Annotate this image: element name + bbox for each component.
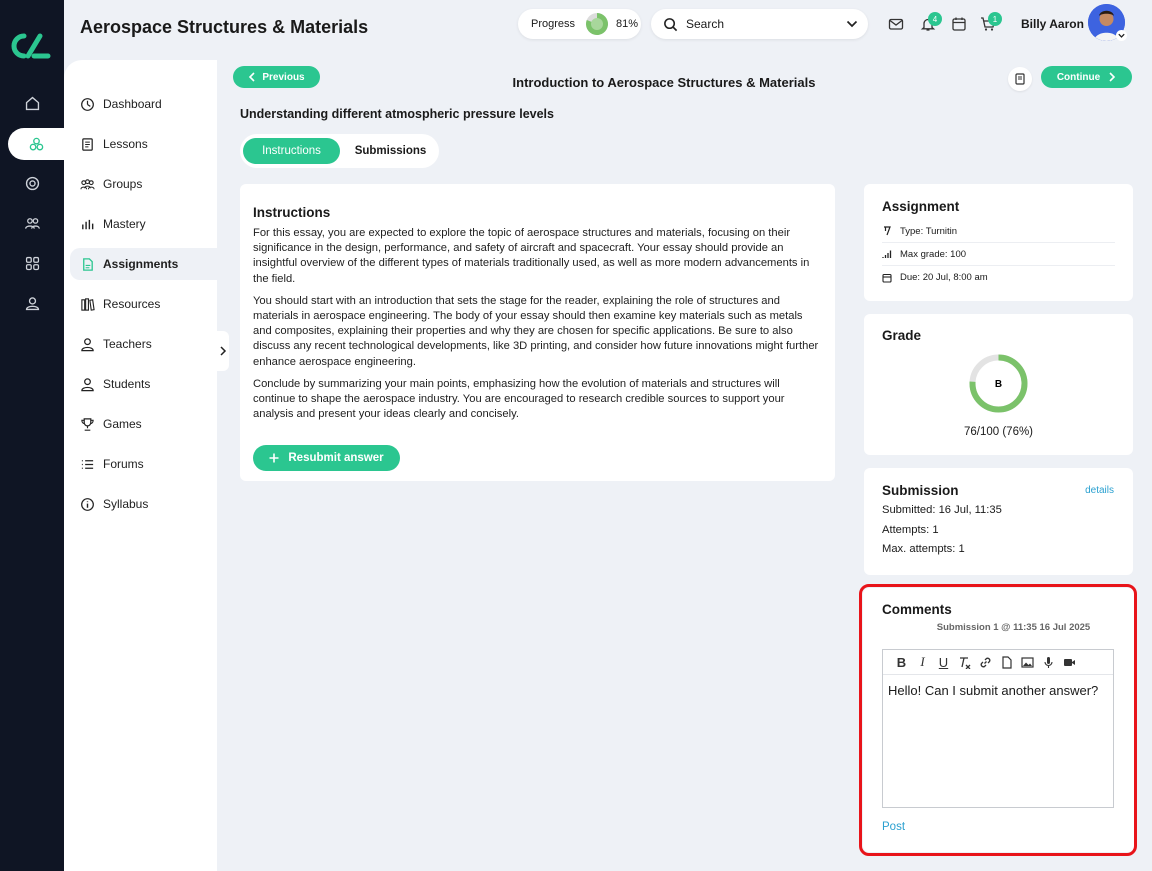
assignment-type-text: Type: Turnitin bbox=[900, 225, 958, 237]
comments-heading: Comments bbox=[882, 602, 952, 617]
sidebar-item-label: Assignments bbox=[103, 257, 179, 271]
assignment-card bbox=[864, 184, 1133, 301]
sidebar-item-assignments[interactable] bbox=[70, 248, 217, 280]
progress-label: Progress bbox=[531, 18, 576, 30]
target-icon bbox=[24, 175, 41, 192]
link-button[interactable] bbox=[975, 655, 996, 669]
progress-ring bbox=[585, 12, 609, 36]
grade-heading: Grade bbox=[882, 328, 922, 343]
previous-button[interactable] bbox=[233, 66, 320, 88]
rail-grid[interactable] bbox=[14, 248, 50, 278]
rail-courses[interactable] bbox=[8, 128, 64, 160]
plus-icon bbox=[269, 453, 279, 463]
book-icon bbox=[80, 137, 95, 152]
home-icon bbox=[24, 95, 41, 112]
video-button[interactable] bbox=[1059, 655, 1080, 669]
rail-user[interactable] bbox=[14, 288, 50, 318]
sidebar-item-label: Dashboard bbox=[103, 97, 162, 111]
submission-details-link[interactable]: details bbox=[1085, 485, 1114, 496]
notebook-icon bbox=[1014, 73, 1026, 85]
instructions-paragraph: For this essay, you are expected to explore the topic of aerospace structures and materials, focusing on their significance in the design, performance, and safety of aircraft and spacecraft. Your essay should provide an insightful overview of the different types of materials traditionally used, as well as more modern advancements in the field. bbox=[253, 227, 810, 285]
instructions-paragraph: You should start with an introduction that sets the stage for the reader, explaining the role of structures and materials in aerospace engineering. The body of your essay should then examine key materials such as metals and composites, explaining their properties and why they are chosen for specific applications. Be sure to also discuss any recent technological developments, like 3D printing, and consider how future innovations might further enhance aerospace engineering. bbox=[253, 294, 819, 368]
resubmit-answer-button[interactable] bbox=[253, 445, 400, 471]
search-box[interactable] bbox=[651, 9, 868, 39]
submission-card bbox=[864, 468, 1133, 575]
sidebar-item-label: Lessons bbox=[103, 137, 148, 151]
sidebar-item-label: Games bbox=[103, 417, 142, 431]
clear-format-icon bbox=[958, 656, 971, 669]
video-icon bbox=[1063, 656, 1076, 669]
continue-button[interactable] bbox=[1041, 66, 1132, 88]
student-icon bbox=[80, 377, 95, 392]
grade-letter: B bbox=[994, 379, 1003, 390]
sidebar-item-label: Syllabus bbox=[103, 497, 149, 511]
microphone-button[interactable] bbox=[1038, 655, 1059, 669]
sidebar-item-teachers[interactable] bbox=[70, 328, 217, 360]
turnitin-icon bbox=[882, 226, 892, 236]
previous-label: Previous bbox=[262, 71, 305, 83]
rail-home[interactable] bbox=[14, 88, 50, 118]
assignment-heading: Assignment bbox=[882, 199, 960, 214]
sidebar-item-mastery[interactable] bbox=[70, 208, 217, 240]
file-icon bbox=[80, 257, 95, 272]
assignment-type bbox=[882, 220, 1115, 243]
mail-icon[interactable] bbox=[888, 16, 904, 32]
submission-heading: Submission bbox=[882, 483, 959, 498]
file-button[interactable] bbox=[996, 655, 1017, 669]
tab-submissions[interactable]: Submissions bbox=[354, 145, 427, 157]
sidebar-item-students[interactable] bbox=[70, 368, 217, 400]
submission-attempts: Attempts: 1 bbox=[882, 523, 939, 536]
teacher-icon bbox=[80, 337, 95, 352]
notebook-button[interactable] bbox=[1008, 67, 1032, 91]
groups-icon bbox=[80, 177, 95, 192]
grade-score: 76/100 (76%) bbox=[963, 426, 1034, 438]
comments-card bbox=[863, 588, 1134, 852]
editor-toolbar bbox=[883, 650, 1113, 675]
page-title: Introduction to Aerospace Structures & Materials bbox=[512, 75, 816, 90]
sidebar-collapse-toggle[interactable] bbox=[217, 331, 229, 371]
calendar-icon[interactable] bbox=[951, 16, 967, 32]
sidebar-item-forums[interactable] bbox=[70, 448, 217, 480]
image-button[interactable] bbox=[1017, 655, 1038, 669]
comment-submission-meta: Submission 1 @ 11:35 16 Jul 2025 bbox=[936, 622, 1091, 633]
bar-chart-icon bbox=[80, 217, 95, 232]
assignment-max-grade-text: Max grade: 100 bbox=[900, 248, 967, 260]
app-title: Aerospace Structures & Materials bbox=[80, 17, 369, 37]
link-icon bbox=[979, 656, 992, 669]
lesson-subtitle: Understanding different atmospheric pressure levels bbox=[240, 107, 554, 121]
comment-textarea[interactable]: Hello! Can I submit another answer? bbox=[888, 683, 1099, 698]
list-icon bbox=[80, 457, 95, 472]
assignment-due-text: Due: 20 Jul, 8:00 am bbox=[900, 272, 988, 283]
chevron-right-icon bbox=[219, 346, 227, 356]
trophy-icon bbox=[80, 417, 95, 432]
rail-target[interactable] bbox=[14, 168, 50, 198]
bold-button[interactable]: B bbox=[896, 654, 907, 670]
calendar-icon bbox=[882, 273, 892, 283]
grade-ring bbox=[968, 353, 1029, 414]
sidebar-item-lessons[interactable] bbox=[70, 128, 217, 160]
tab-instructions[interactable]: Instructions bbox=[243, 138, 340, 164]
sidebar-item-resources[interactable] bbox=[70, 288, 217, 320]
signal-icon bbox=[882, 249, 892, 259]
post-comment-button[interactable]: Post bbox=[882, 821, 906, 833]
sidebar-item-dashboard[interactable] bbox=[70, 88, 217, 120]
sidebar-item-label: Forums bbox=[103, 457, 144, 471]
sidebar-item-label: Students bbox=[103, 377, 151, 391]
cart-badge: 1 bbox=[988, 12, 1002, 26]
tab-bar bbox=[240, 134, 439, 168]
sidebar-item-label: Groups bbox=[103, 177, 143, 191]
search-icon bbox=[663, 17, 678, 32]
notification-badge: 4 bbox=[928, 12, 942, 26]
progress-indicator bbox=[518, 9, 641, 39]
sidebar-item-groups[interactable] bbox=[70, 168, 217, 200]
assignment-max-grade bbox=[882, 243, 1115, 266]
rail-people[interactable] bbox=[14, 208, 50, 238]
grid-icon bbox=[24, 255, 41, 272]
app-logo[interactable] bbox=[10, 30, 54, 62]
microphone-icon bbox=[1042, 656, 1055, 669]
dashboard-icon bbox=[80, 97, 95, 112]
sidebar-item-games[interactable] bbox=[70, 408, 217, 440]
file-icon bbox=[1000, 656, 1013, 669]
chevron-down-icon[interactable] bbox=[845, 17, 859, 31]
image-icon bbox=[1021, 656, 1034, 669]
instructions-paragraph: Conclude by summarizing your main points, emphasizing how the evolution of materials and structures will continue to shape the aerospace industry. You are encouraged to research credible sources to support your analysis and present your ideas clearly and concisely. bbox=[253, 377, 785, 421]
underline-button[interactable]: U bbox=[938, 654, 949, 670]
courses-icon bbox=[28, 136, 45, 153]
sidebar-item-label: Teachers bbox=[103, 337, 152, 351]
grade-card bbox=[864, 314, 1133, 455]
continue-label: Continue bbox=[1056, 71, 1101, 83]
submission-submitted: Submitted: 16 Jul, 11:35 bbox=[882, 504, 1002, 516]
user-icon bbox=[24, 295, 41, 312]
info-icon bbox=[80, 497, 95, 512]
italic-button[interactable]: I bbox=[920, 654, 925, 669]
sidebar-item-label: Resources bbox=[103, 297, 161, 311]
comment-editor[interactable] bbox=[882, 649, 1114, 808]
sidebar-item-syllabus[interactable] bbox=[70, 488, 217, 520]
clear-format-button[interactable] bbox=[954, 655, 975, 669]
instructions-card bbox=[240, 184, 835, 481]
sidebar-menu bbox=[64, 60, 217, 871]
instructions-heading: Instructions bbox=[253, 205, 331, 220]
sidebar-item-label: Mastery bbox=[103, 217, 146, 231]
app-rail bbox=[0, 0, 64, 871]
submission-max-attempts: Max. attempts: 1 bbox=[882, 543, 965, 555]
chevron-right-icon bbox=[1108, 72, 1116, 82]
library-icon bbox=[80, 297, 95, 312]
search-input[interactable]: Search bbox=[686, 17, 725, 31]
resubmit-label: Resubmit answer bbox=[288, 452, 384, 464]
assignment-due bbox=[882, 266, 1115, 289]
people-icon bbox=[24, 215, 41, 232]
chevron-left-icon bbox=[248, 72, 256, 82]
user-name[interactable]: Billy Aaron bbox=[1021, 17, 1084, 31]
chevron-down-icon[interactable] bbox=[1116, 30, 1127, 41]
progress-value: 81% bbox=[616, 18, 639, 30]
